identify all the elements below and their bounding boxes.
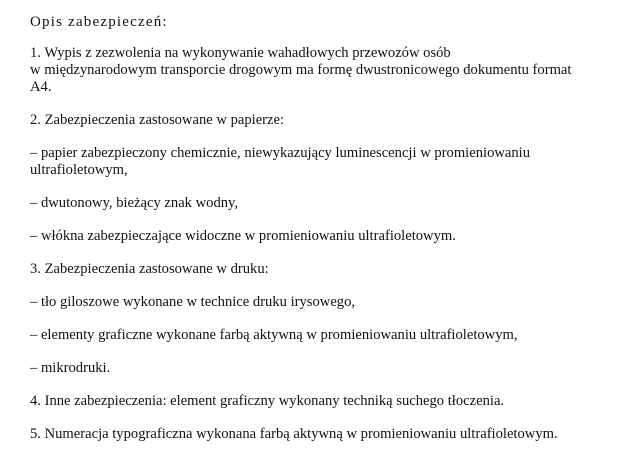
paragraph-9-line-1: – mikrodruki. — [30, 360, 111, 376]
paragraph-6-line-1: 3. Zabezpieczenia zastosowane w druku: — [30, 261, 269, 277]
paragraph-1-line-2: w międzynarodowym transporcie drogowym ma formę dwustronicowego dokumentu format — [30, 62, 572, 78]
document-body — [30, 13, 620, 459]
paragraph-5-line-1: – włókna zabezpieczające widoczne w promieniowaniu ultrafioletowym. — [30, 228, 456, 244]
paragraph-3 — [30, 145, 620, 179]
paragraph-4-line-1: – dwutonowy, bieżący znak wodny, — [30, 195, 239, 211]
paragraph-3-line-1: – papier zabezpieczony chemicznie, niewykazujący luminescencji w promieniowaniu — [30, 145, 531, 161]
paragraph-6 — [30, 261, 620, 278]
document-heading: Opis zabezpieczeń: — [30, 14, 168, 30]
paragraph-11-line-1: 5. Numeracja typograficzna wykonana farbą aktywną w promieniowaniu ultrafioletowym. — [30, 426, 558, 442]
paragraph-2 — [30, 112, 620, 129]
paragraph-8 — [30, 327, 620, 344]
paragraph-1 — [30, 45, 620, 96]
paragraph-8-line-1: – elementy graficzne wykonane farbą aktywną w promieniowaniu ultrafioletowym, — [30, 327, 518, 343]
paragraph-1-line-3: A4. — [30, 79, 52, 95]
paragraph-5 — [30, 228, 620, 245]
paragraph-7-line-1: – tło giloszowe wykonane w technice druku irysowego, — [30, 294, 356, 310]
paragraph-11 — [30, 426, 620, 443]
paragraph-1-line-1: 1. Wypis z zezwolenia na wykonywanie wahadłowych przewozów osób — [30, 45, 451, 61]
paragraph-2-line-1: 2. Zabezpieczenia zastosowane w papierze: — [30, 112, 285, 128]
paragraph-10 — [30, 393, 620, 410]
paragraph-9 — [30, 360, 620, 377]
paragraph-4 — [30, 195, 620, 212]
paragraph-7 — [30, 294, 620, 311]
paragraph-3-line-2: ultrafioletowym, — [30, 162, 128, 178]
paragraph-10-line-1: 4. Inne zabezpieczenia: element graficzny wykonany techniką suchego tłoczenia. — [30, 393, 505, 409]
